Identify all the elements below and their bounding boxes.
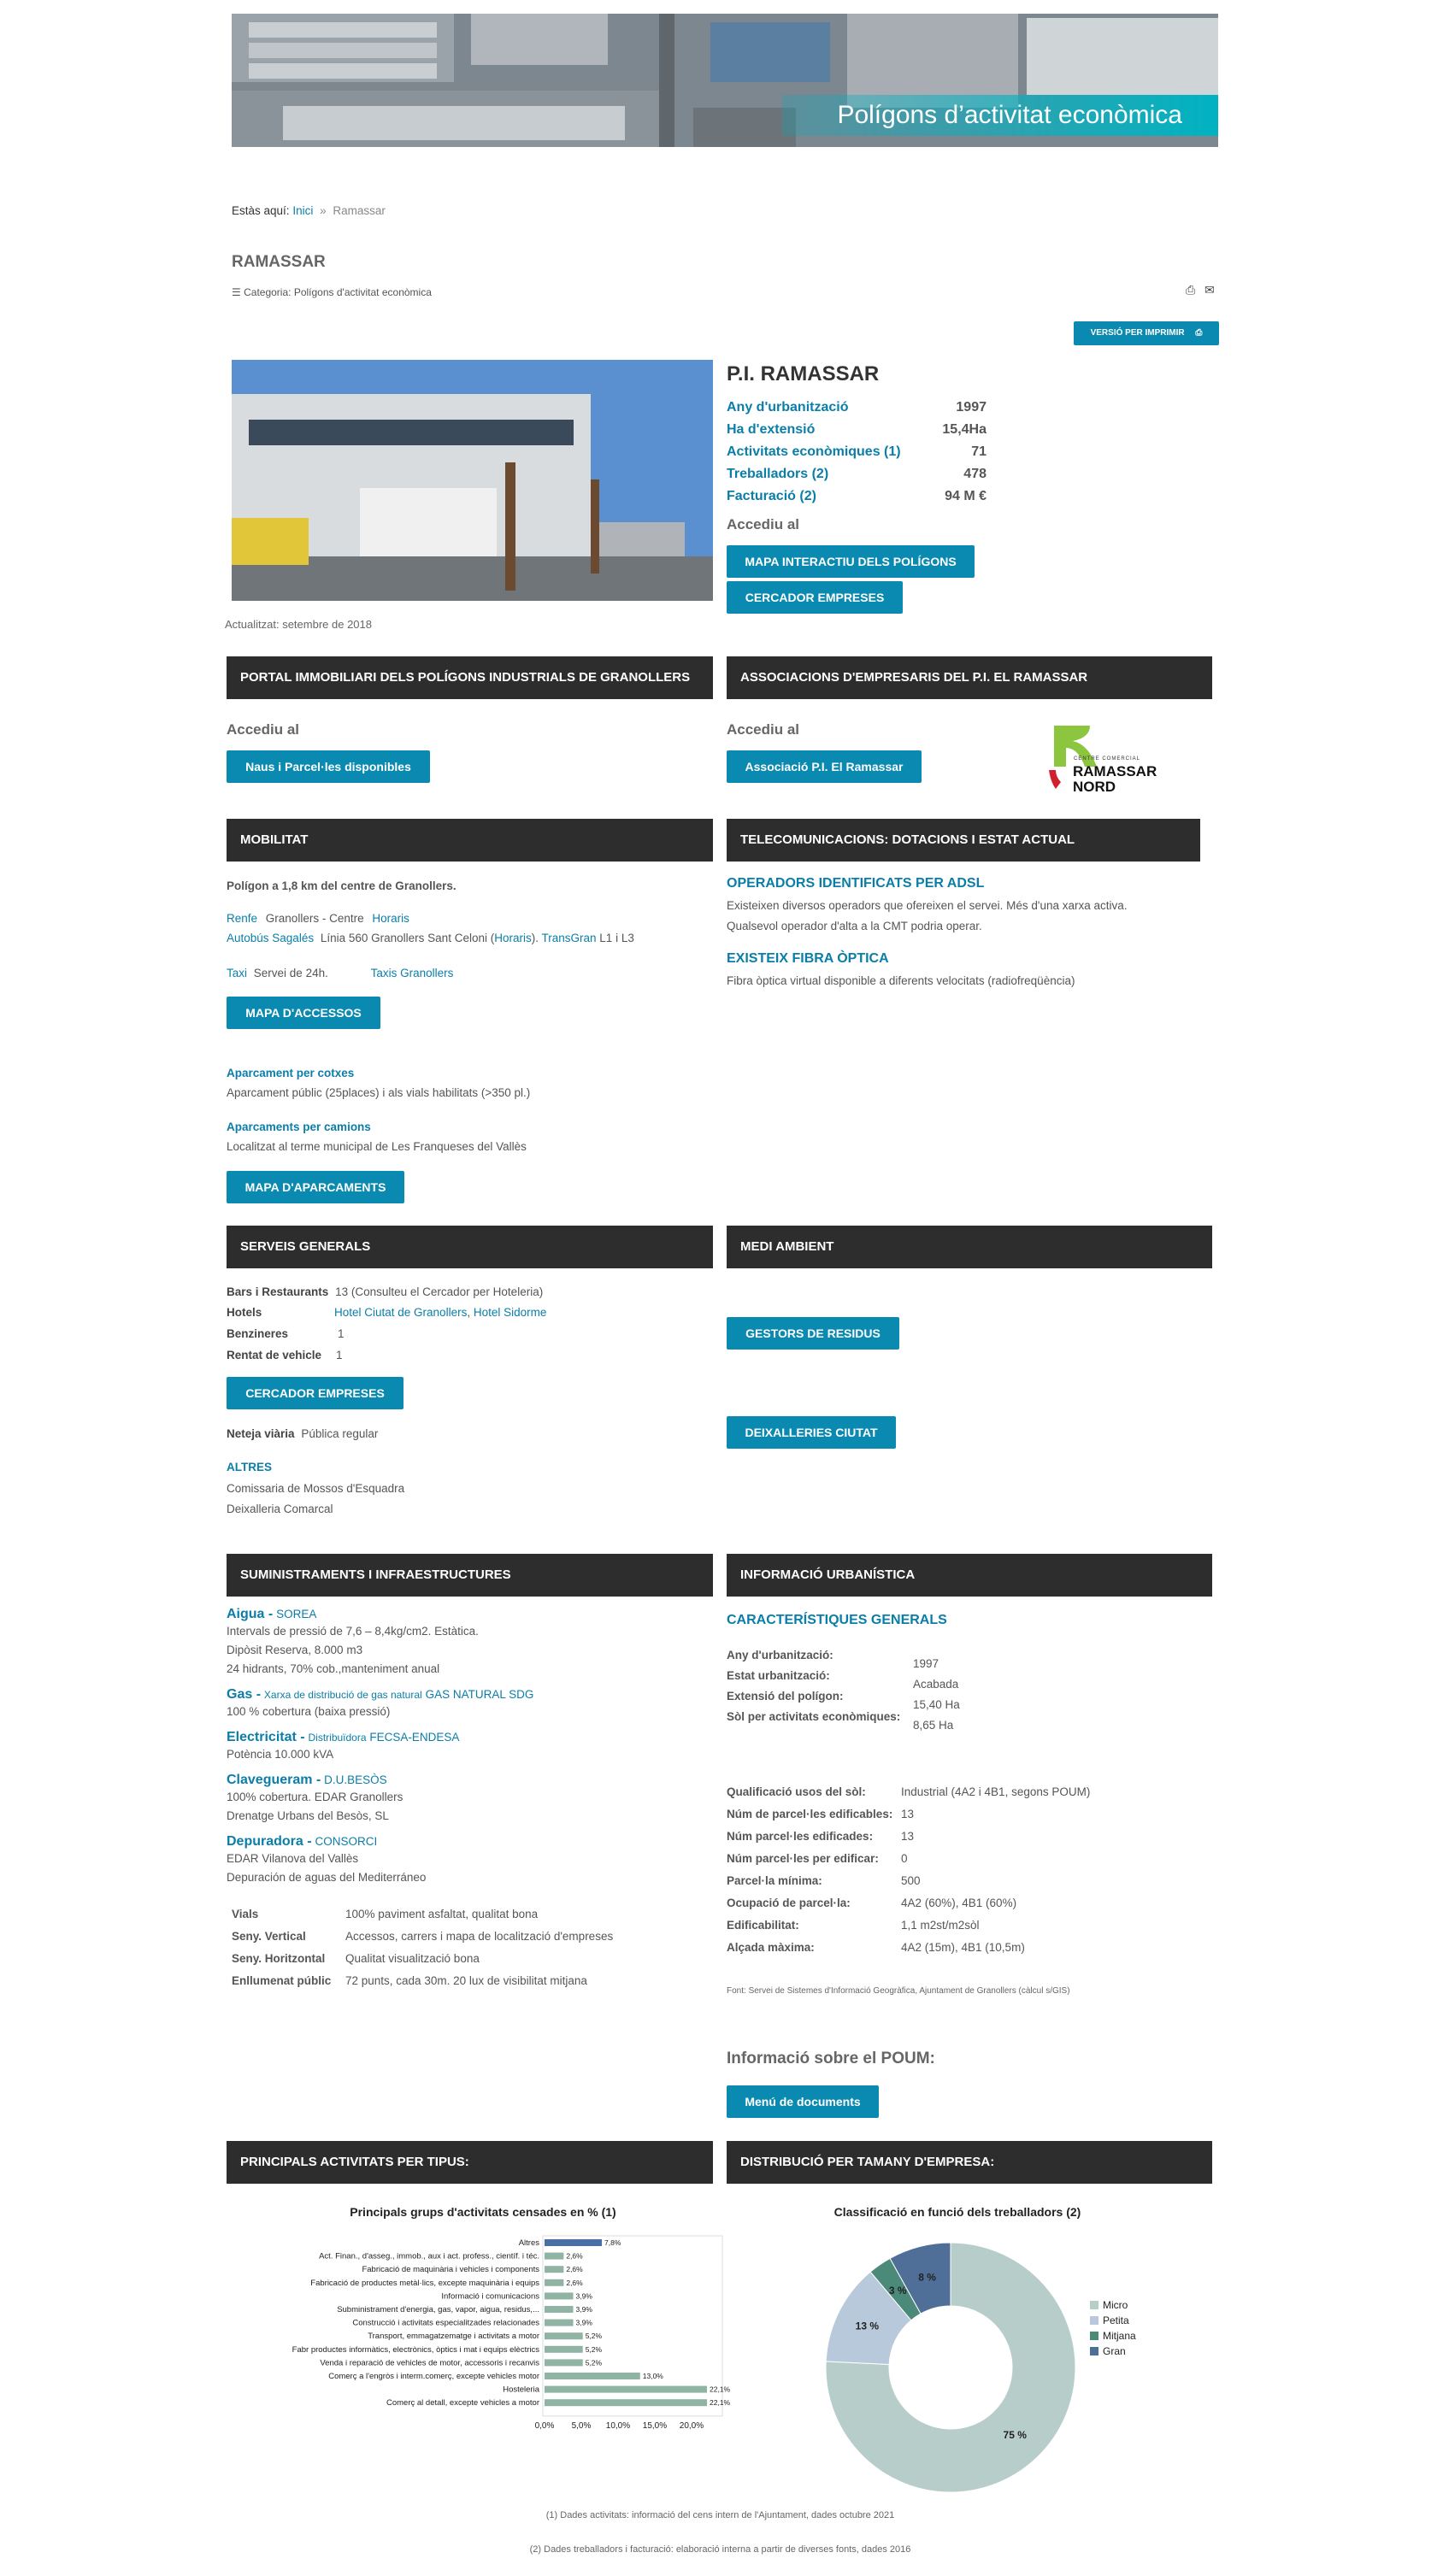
supplies-header: SUMINISTRAMENTS I INFRAESTRUCTURES	[227, 1554, 713, 1597]
data-label: 5,2%	[585, 2344, 603, 2354]
category-label: Venda i reparació de vehicles de motor, accessoris i recanvis	[320, 2358, 539, 2368]
general-value: Acabada	[913, 1678, 959, 1691]
adsl-text-2: Qualsevol operador d'alta a la CMT podria operar.	[727, 920, 982, 932]
breadcrumb-current: Ramassar	[333, 204, 386, 217]
category-label: Hosteleria	[503, 2385, 539, 2395]
purifier-company[interactable]: CONSORCI	[315, 1835, 378, 1848]
sewer-title	[227, 1773, 705, 1788]
page-title: RAMASSAR	[232, 253, 326, 271]
summary-row-label: Ha d'extensió	[727, 422, 816, 437]
bar	[545, 2306, 574, 2313]
environment-header: MEDI AMBIENT	[727, 1226, 1212, 1268]
car-parking-title: Aparcament per cotxes	[227, 1067, 355, 1079]
sizes-header: DISTRIBUCIÓ PER TAMANY D'EMPRESA:	[727, 2141, 1212, 2184]
activities-header: PRINCIPALS ACTIVITATS PER TIPUS:	[227, 2141, 713, 2184]
summary-row-label: Treballadors (2)	[727, 467, 829, 481]
carwash-label: Rentat de vehicle	[227, 1349, 322, 1362]
infrastructure-table	[230, 1903, 615, 1993]
gas-text-1: 100 % cobertura (baixa pressió)	[227, 1705, 391, 1718]
summary-row	[727, 441, 987, 463]
urban-value: 0	[901, 1852, 908, 1865]
data-label: 5,2%	[585, 2332, 603, 2341]
x-tick-label: 15,0%	[642, 2420, 668, 2431]
legend-label: Micro	[1103, 2299, 1128, 2311]
purifier-label: Depuradora -	[227, 1834, 312, 1849]
water-text-2: Dipòsit Reserva, 8.000 m3	[227, 1644, 363, 1656]
urban-label: Ocupació de parcel·la:	[727, 1897, 851, 1909]
polygon-photo	[232, 360, 713, 601]
truck-parking-text: Localitzat al terme municipal de Les Franqueses del Vallès	[227, 1140, 527, 1153]
pie-data-label: 75 %	[1003, 2428, 1027, 2441]
category-label: Subministrament d'energia, gas, vapor, aigua, residus,...	[337, 2305, 539, 2314]
sewer-text-2: Drenatge Urbans del Besòs, SL	[227, 1809, 389, 1822]
access-map-button[interactable]: MAPA D'ACCESSOS	[227, 997, 380, 1029]
legend-swatch	[1090, 2332, 1098, 2340]
sewer-label: Clavegueram -	[227, 1773, 321, 1787]
legend-item	[1090, 2313, 1136, 2328]
car-parking-text: Aparcament públic (25places) i als vials habilitats (>350 pl.)	[227, 1086, 531, 1099]
gas-title	[227, 1687, 705, 1703]
water-company[interactable]: SOREA	[276, 1608, 317, 1620]
bar	[545, 2359, 583, 2366]
hotels-label: Hotels	[227, 1306, 262, 1319]
footnote-2: (2) Dades treballadors i facturació: elaboració interna a partir de diverses fonts, dades 2016	[529, 2544, 911, 2555]
data-label: 22,1%	[710, 2385, 731, 2394]
hotel-separator: ,	[467, 1306, 471, 1319]
logo-small-text: CENTRE COMERCIAL	[1074, 756, 1141, 762]
fuel-label: Benzineres	[227, 1327, 289, 1340]
general-label: Extensió del polígon:	[727, 1690, 844, 1703]
summary-row-label: Any d'urbanització	[727, 400, 849, 415]
hotels-row	[227, 1303, 546, 1322]
pie-chart-title: Classificació en funció dels treballadors (2)	[833, 2205, 1081, 2219]
general-labels	[727, 1645, 906, 1727]
available-plots-button[interactable]: Naus i Parcel·les disponibles	[227, 750, 430, 783]
list-icon: ☰	[232, 286, 241, 298]
renfe-label[interactable]: Renfe	[227, 912, 258, 925]
general-values	[913, 1654, 1041, 1736]
print-version-label: VERSIÓ PER IMPRIMIR	[1090, 328, 1185, 338]
transgran-lines: L1 i L3	[599, 932, 634, 944]
hotel-sidorme-link[interactable]: Hotel Sidorme	[473, 1306, 547, 1319]
summary-table	[727, 397, 987, 508]
waste-managers-button[interactable]: GESTORS DE RESIDUS	[727, 1317, 899, 1350]
urban-source: Font: Servei de Sistemes d'Informació Geogràfica, Ajuntament de Granollers (càlcul s/GIS)	[727, 1986, 1070, 1996]
general-label: Estat urbanització:	[727, 1669, 830, 1682]
bar	[545, 2386, 707, 2393]
sewer-text-1: 100% cobertura. EDAR Granollers	[227, 1791, 403, 1803]
water-text-3: 24 hidrants, 70% cob.,manteniment anual	[227, 1662, 440, 1675]
legend-label: Petita	[1103, 2314, 1129, 2326]
urban-row	[727, 1938, 1214, 1958]
urban-label: Alçada màxima:	[727, 1941, 815, 1954]
cleaning-value: Pública regular	[301, 1427, 379, 1440]
mobility-header: MOBILITAT	[227, 819, 713, 862]
cleaning-row	[227, 1425, 378, 1444]
urban-table	[727, 1782, 1214, 1960]
general-value: 8,65 Ha	[913, 1719, 954, 1732]
summary-row-value: 1997	[956, 400, 987, 415]
gas-company[interactable]: GAS NATURAL SDG	[425, 1688, 534, 1701]
pie-data-label: 3 %	[888, 2285, 907, 2297]
fuel-row	[227, 1325, 345, 1344]
urban-value: 4A2 (60%), 4B1 (60%)	[901, 1897, 1017, 1909]
taxi-link[interactable]: Taxis Granollers	[370, 967, 454, 979]
urban-label: Edificabilitat:	[727, 1919, 799, 1932]
updated-date: Actualitzat: setembre de 2018	[225, 618, 372, 631]
urban-value: Industrial (4A2 i 4B1, segons POUM)	[901, 1785, 1091, 1798]
services-search-button[interactable]: CERCADOR EMPRESES	[227, 1377, 403, 1409]
infrastructure-value: 72 punts, cada 30m. 20 lux de visibilitat mitjana	[345, 1974, 587, 1987]
category-label: Construcció i activitats especialitzades relacionades	[352, 2318, 539, 2328]
legend-item	[1090, 2328, 1136, 2344]
summary-row	[727, 463, 987, 485]
breadcrumb	[232, 202, 386, 221]
summary-row	[727, 419, 987, 441]
summary-title: P.I. RAMASSAR	[727, 362, 880, 385]
bar	[545, 2320, 574, 2326]
urban-row	[727, 1826, 1214, 1847]
legend-item	[1090, 2344, 1136, 2359]
urban-label: Núm parcel·les edificades:	[727, 1830, 874, 1843]
data-label: 3,9%	[575, 2318, 592, 2327]
summary-row-value: 15,4Ha	[942, 422, 987, 437]
transgran-link[interactable]: TransGran	[541, 932, 597, 944]
pie-data-label: 8 %	[918, 2271, 936, 2284]
data-label: 2,6%	[566, 2265, 583, 2274]
company-search-button[interactable]: CERCADOR EMPRESES	[727, 581, 903, 614]
bars-value: 13 (Consulteu el Cercador per Hoteleria)	[335, 1285, 544, 1298]
category-label: Informació i comunicacions	[441, 2291, 539, 2302]
footnote-1: (1) Dades activitats: informació del cens intern de l'Ajuntament, dades octubre 2021	[545, 2510, 895, 2520]
services-header: SERVEIS GENERALS	[227, 1226, 713, 1268]
urban-row	[727, 1782, 1214, 1803]
infrastructure-label: Seny. Horitzontal	[232, 1952, 326, 1965]
electricity-title	[227, 1730, 705, 1745]
summary-row-label: Facturació (2)	[727, 489, 816, 503]
data-label: 5,2%	[585, 2358, 603, 2367]
urban-row	[727, 1893, 1214, 1914]
breadcrumb-home-link[interactable]: Inici	[292, 204, 314, 217]
gas-network-link[interactable]: Xarxa de distribució de gas natural	[263, 1689, 422, 1701]
breadcrumb-separator: »	[320, 204, 327, 217]
infrastructure-value: Accessos, carrers i mapa de localització d'empreses	[345, 1930, 614, 1943]
taxi-line	[227, 964, 453, 983]
fibre-title: EXISTEIX FIBRA ÒPTICA	[727, 951, 889, 966]
bus-timetable-link[interactable]: Horaris	[494, 932, 532, 944]
truck-parking-title: Aparcaments per camions	[227, 1120, 371, 1133]
data-label: 2,6%	[566, 2278, 583, 2287]
parking-map-button[interactable]: MAPA D'APARCAMENTS	[227, 1171, 404, 1203]
fuel-value: 1	[338, 1327, 345, 1340]
associations-access-label: Accediu al	[727, 721, 800, 738]
category-label: Comerç a l'engròs i interm.comerç, excepte vehicles motor	[328, 2372, 539, 2381]
water-text-1: Intervals de pressió de 7,6 – 8,4kg/cm2. Estàtica.	[227, 1625, 479, 1638]
summary-row	[727, 397, 987, 419]
bars-label: Bars i Restaurants	[227, 1285, 329, 1298]
water-title	[227, 1607, 705, 1622]
other-recycling: Deixalleria Comarcal	[227, 1503, 333, 1515]
purifier-text-2: Depuración de aguas del Mediterráneo	[227, 1871, 427, 1884]
urban-value: 4A2 (15m), 4B1 (10,5m)	[901, 1941, 1025, 1954]
bar	[545, 2253, 563, 2260]
data-label: 7,8%	[604, 2238, 621, 2247]
logo-name-1: RAMASSAR	[1073, 763, 1157, 779]
general-label: Sòl per activitats econòmiques:	[727, 1710, 901, 1723]
category-label: Fabricació de maquinària i vehicles i components	[362, 2265, 539, 2275]
purifier-title	[227, 1834, 705, 1850]
bar	[545, 2279, 563, 2286]
bar-chart-title: Principals grups d'activitats censades en % (1)	[350, 2205, 616, 2219]
bar	[545, 2399, 707, 2406]
data-label: 13,0%	[642, 2372, 663, 2380]
urban-value: 13	[901, 1830, 915, 1843]
portal-header: PORTAL IMMOBILIARI DELS POLÍGONS INDUSTRIALS DE GRANOLLERS	[227, 656, 713, 699]
water-label: Aigua -	[227, 1607, 274, 1621]
breadcrumb-prefix: Estàs aquí:	[232, 204, 290, 217]
category-label: Comerç al detall, excepte vehicles a motor	[386, 2398, 539, 2408]
bar	[545, 2292, 574, 2299]
print-version-button[interactable]	[1074, 321, 1219, 345]
electricity-label: Electricitat -	[227, 1730, 305, 1744]
data-label: 3,9%	[575, 2291, 592, 2301]
urban-label: Qualificació usos del sòl:	[727, 1785, 866, 1798]
infrastructure-label: Vials	[232, 1908, 259, 1920]
x-tick-label: 5,0%	[571, 2420, 592, 2431]
urban-row	[727, 1804, 1214, 1825]
legend-swatch	[1090, 2301, 1098, 2309]
summary-row-value: 94 M €	[945, 489, 987, 503]
bus-text: Línia 560 Granollers Sant Celoni	[320, 932, 487, 944]
urban-label: Núm parcel·les per edificar:	[727, 1852, 879, 1865]
urban-value: 500	[901, 1874, 921, 1887]
street-photo	[232, 360, 713, 601]
taxi-text: Servei de 24h.	[253, 967, 328, 979]
summary-access-label: Accediu al	[727, 516, 800, 532]
data-label: 2,6%	[566, 2251, 583, 2261]
pie-data-label: 13 %	[855, 2320, 880, 2332]
electricity-text-1: Potència 10.000 kVA	[227, 1748, 334, 1761]
infrastructure-row	[232, 1926, 613, 1947]
bus-label[interactable]: Autobús Sagalés	[227, 932, 315, 944]
others-title: ALTRES	[227, 1461, 272, 1473]
logo-name-2: NORD	[1073, 779, 1116, 795]
purifier-text-1: EDAR Vilanova del Vallès	[227, 1852, 359, 1865]
hotel-ciutat-link[interactable]: Hotel Ciutat de Granollers	[334, 1306, 468, 1319]
legend-label: Mitjana	[1103, 2330, 1136, 2342]
data-label: 22,1%	[710, 2398, 731, 2408]
gas-label: Gas -	[227, 1687, 262, 1702]
category-label: Fabr productes informàtics, electrònics, òptics i mat i equips elèctrics	[292, 2344, 539, 2355]
x-tick-label: 20,0%	[679, 2420, 704, 2431]
bus-line: Autobús Sagalés Línia 560 Granollers Sant Celoni (Horaris). TransGran L1 i L3	[227, 932, 634, 944]
banner-caption: Polígons d’activitat econòmica	[782, 95, 1218, 136]
company-size-donut-chart	[804, 2222, 1111, 2496]
electricity-company[interactable]: FECSA-ENDESA	[369, 1731, 460, 1744]
bar	[545, 2332, 583, 2339]
urban-value: 1,1 m2st/m2sòl	[901, 1919, 980, 1932]
legend-item	[1090, 2297, 1136, 2313]
printer-icon: ⎙	[1195, 328, 1203, 338]
category-label: Fabricació de productes metàl·lics, excepte maquinària i equips	[310, 2278, 539, 2288]
supplies-block	[227, 1607, 705, 1993]
association-button[interactable]: Associació P.I. El Ramassar	[727, 750, 922, 783]
carwash-value: 1	[336, 1349, 343, 1362]
portal-access-label: Accediu al	[227, 721, 300, 738]
infrastructure-row	[232, 1949, 613, 1969]
urban-label: Parcel·la mínima:	[727, 1874, 822, 1887]
category-label: Transport, emmagatzematge i activitats a motor	[368, 2332, 539, 2342]
legend-swatch	[1090, 2316, 1098, 2325]
infrastructure-label: Seny. Vertical	[232, 1930, 306, 1943]
legend-swatch	[1090, 2347, 1098, 2355]
infrastructure-label: Enllumenat públic	[232, 1974, 332, 1987]
category-label: Categoria:	[244, 286, 292, 298]
urban-row	[727, 1871, 1214, 1891]
telecom-header: TELECOMUNICACIONS: DOTACIONS I ESTAT ACTUAL	[727, 819, 1200, 862]
electricity-distributor-link[interactable]: Distribuïdora	[308, 1732, 367, 1744]
sewer-company[interactable]: D.U.BESÒS	[324, 1773, 387, 1786]
urban-row	[727, 1915, 1214, 1936]
associations-header: ASSOCIACIONS D'EMPRESARIS DEL P.I. EL RAMASSAR	[727, 656, 1212, 699]
adsl-title: OPERADORS IDENTIFICATS PER ADSL	[727, 876, 985, 891]
summary-row-value: 478	[963, 467, 987, 481]
general-value: 15,40 Ha	[913, 1698, 960, 1711]
summary-row-label: Activitats econòmiques (1)	[727, 444, 901, 459]
other-police: Comissaria de Mossos d'Esquadra	[227, 1482, 405, 1495]
summary-row	[727, 485, 987, 508]
header-banner	[232, 14, 1218, 147]
bar	[545, 2266, 563, 2273]
carwash-row	[227, 1346, 343, 1365]
renfe-text: Granollers - Centre	[265, 912, 364, 925]
renfe-timetable-link[interactable]: Horaris	[372, 912, 409, 925]
x-tick-label: 10,0%	[605, 2420, 631, 2431]
data-label: 3,9%	[575, 2305, 592, 2314]
infrastructure-value: 100% paviment asfaltat, qualitat bona	[345, 1908, 539, 1920]
general-label: Any d'urbanització:	[727, 1649, 833, 1661]
bar	[545, 2346, 583, 2353]
documents-menu-button[interactable]: Menú de documents	[727, 2085, 879, 2118]
category-value: Polígons d'activitat econòmica	[293, 286, 432, 298]
infrastructure-row	[232, 1904, 613, 1925]
summary-row-value: 71	[971, 444, 987, 459]
x-tick-label: 0,0%	[534, 2420, 555, 2431]
urban-header: INFORMACIÓ URBANÍSTICA	[727, 1554, 1212, 1597]
fibre-text: Fibra òptica virtual disponible a diferents velocitats (radiofreqüència)	[727, 974, 1075, 987]
bar	[545, 2373, 640, 2379]
urban-value: 13	[901, 1808, 915, 1820]
infrastructure-row	[232, 1971, 613, 1991]
category-label: Act. Finan., d'asseg., immob., aux i act. profess., científ. i téc.	[319, 2251, 539, 2261]
activities-bar-chart	[244, 2231, 731, 2444]
print-icon[interactable]: ⎙	[1186, 283, 1196, 297]
mobility-intro: Polígon a 1,8 km del centre de Granollers.	[227, 879, 456, 892]
ramassar-nord-logo	[1047, 722, 1184, 799]
general-features-title: CARACTERÍSTIQUES GENERALS	[727, 1613, 947, 1627]
renfe-line	[227, 909, 409, 928]
urban-row	[727, 1849, 1214, 1869]
category-label: Altres	[518, 2238, 539, 2248]
urban-label: Núm de parcel·les edificables:	[727, 1808, 893, 1820]
legend-label: Gran	[1103, 2345, 1126, 2357]
bar	[545, 2239, 602, 2246]
interactive-map-button[interactable]: MAPA INTERACTIU DELS POLÍGONS	[727, 545, 975, 578]
bars-row	[227, 1283, 543, 1302]
cleaning-label: Neteja viària	[227, 1427, 295, 1440]
email-icon[interactable]: ✉	[1204, 283, 1215, 297]
pie-legend	[1090, 2297, 1136, 2359]
recycling-centres-button[interactable]: DEIXALLERIES CIUTAT	[727, 1416, 896, 1449]
general-value: 1997	[913, 1657, 939, 1670]
category-line	[232, 286, 432, 298]
infrastructure-value: Qualitat visualització bona	[345, 1952, 480, 1965]
adsl-text-1: Existeixen diversos operadors que ofereixen el servei. Més d'una xarxa activa.	[727, 899, 1128, 912]
poum-title: Informació sobre el POUM:	[727, 2050, 935, 2067]
taxi-label[interactable]: Taxi	[227, 967, 248, 979]
